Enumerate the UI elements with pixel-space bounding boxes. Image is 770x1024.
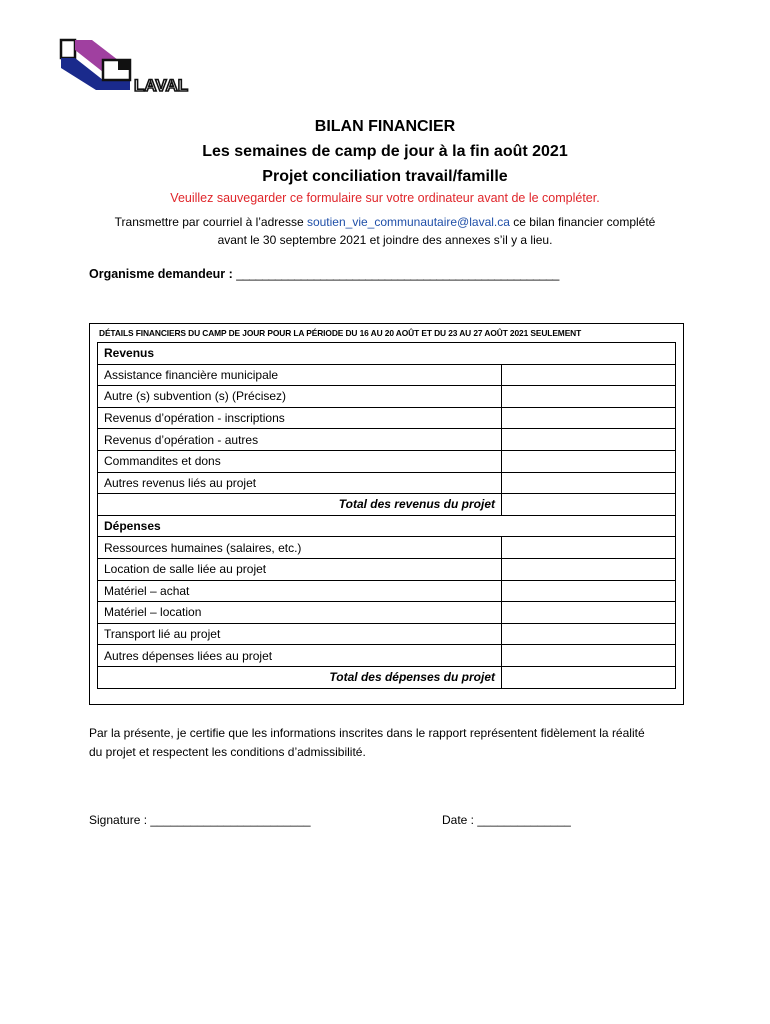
row-label: Revenus d’opération - autres [98, 429, 502, 451]
save-warning: Veuillez sauvegarder ce formulaire sur votre ordinateur avant de le compléter. [170, 191, 600, 205]
title-projet: Projet conciliation travail/famille [262, 168, 508, 185]
laval-logo [58, 36, 210, 94]
table-row [98, 645, 676, 667]
signature-label: Signature : [89, 813, 151, 827]
amount-input-cell[interactable] [502, 429, 676, 451]
row-label: Ressources humaines (salaires, etc.) [98, 537, 502, 559]
table-row [98, 580, 676, 602]
row-label: Autres dépenses liées au projet [98, 645, 502, 667]
certification-line2: du projet et respectent les conditions d’admissibilité. [89, 744, 366, 759]
amount-input-cell[interactable] [502, 580, 676, 602]
amount-input-cell[interactable] [502, 407, 676, 429]
amount-input-cell[interactable] [502, 364, 676, 386]
section-row [98, 515, 676, 537]
row-label: Location de salle liée au projet [98, 558, 502, 580]
row-label: Transport lié au projet [98, 623, 502, 645]
instructions-line2: avant le 30 septembre 2021 et joindre des annexes s’il y a lieu. [217, 233, 553, 247]
row-label: Total des revenus du projet [98, 494, 502, 516]
table-row [98, 602, 676, 624]
title-block [0, 114, 770, 189]
date-label: Date : [442, 813, 478, 827]
amount-input-cell[interactable] [502, 558, 676, 580]
row-label: Commandites et dons [98, 450, 502, 472]
email-link[interactable]: soutien_vie_communautaire@laval.ca [306, 215, 510, 229]
table-row [98, 407, 676, 429]
date-field[interactable] [442, 813, 571, 827]
signature-field[interactable] [89, 813, 311, 827]
total-revenus-row [98, 494, 676, 516]
amount-input-cell[interactable] [502, 386, 676, 408]
row-label: Matériel – achat [98, 580, 502, 602]
financial-table [97, 342, 676, 689]
signature-line[interactable]: ________________________ [150, 813, 311, 827]
table-row [98, 429, 676, 451]
title-bilan: BILAN FINANCIER [314, 118, 456, 135]
organisme-line[interactable]: __________________________________________________ [236, 267, 559, 281]
row-label: Assistance financière municipale [98, 364, 502, 386]
amount-input-cell[interactable] [502, 494, 676, 516]
financial-details-frame [89, 323, 684, 705]
row-label: Matériel – location [98, 602, 502, 624]
amount-input-cell[interactable] [502, 450, 676, 472]
certification-line1: Par la présente, je certifie que les informations inscrites dans le rapport représentent fidèlement la réalité [89, 726, 645, 740]
table-row [98, 450, 676, 472]
amount-input-cell[interactable] [502, 666, 676, 688]
table-row [98, 537, 676, 559]
table-row [98, 472, 676, 494]
table-row [98, 364, 676, 386]
total-depenses-row [98, 666, 676, 688]
amount-input-cell[interactable] [502, 623, 676, 645]
financial-details-header: DÉTAILS FINANCIERS DU CAMP DE JOUR POUR LA PÉRIODE DU 16 AU 20 AOÛT ET DU 23 AU 27 AOÛT 2021 SEULEMENT [99, 328, 582, 338]
amount-input-cell[interactable] [502, 472, 676, 494]
instructions-post: ce bilan financier complété [509, 215, 656, 229]
amount-input-cell[interactable] [502, 537, 676, 559]
table-row [98, 558, 676, 580]
amount-input-cell[interactable] [502, 645, 676, 667]
row-label: Revenus d’opération - inscriptions [98, 407, 502, 429]
section-row [98, 343, 676, 365]
certification-text [89, 724, 689, 761]
organisme-field[interactable] [89, 267, 559, 281]
section-label: Dépenses [98, 515, 676, 537]
title-semaines: Les semaines de camp de jour à la fin août 2021 [202, 143, 568, 160]
organisme-label: Organisme demandeur : [89, 267, 237, 281]
logo-text: LAVAL [134, 76, 189, 94]
row-label: Autres revenus liés au projet [98, 472, 502, 494]
row-label: Autre (s) subvention (s) (Précisez) [98, 386, 502, 408]
section-label: Revenus [98, 343, 676, 365]
table-row [98, 623, 676, 645]
instructions-pre: Transmettre par courriel à l’adresse [114, 215, 307, 229]
date-line[interactable]: ______________ [477, 813, 571, 827]
table-row [98, 386, 676, 408]
amount-input-cell[interactable] [502, 602, 676, 624]
row-label: Total des dépenses du projet [98, 666, 502, 688]
instructions [0, 213, 770, 249]
